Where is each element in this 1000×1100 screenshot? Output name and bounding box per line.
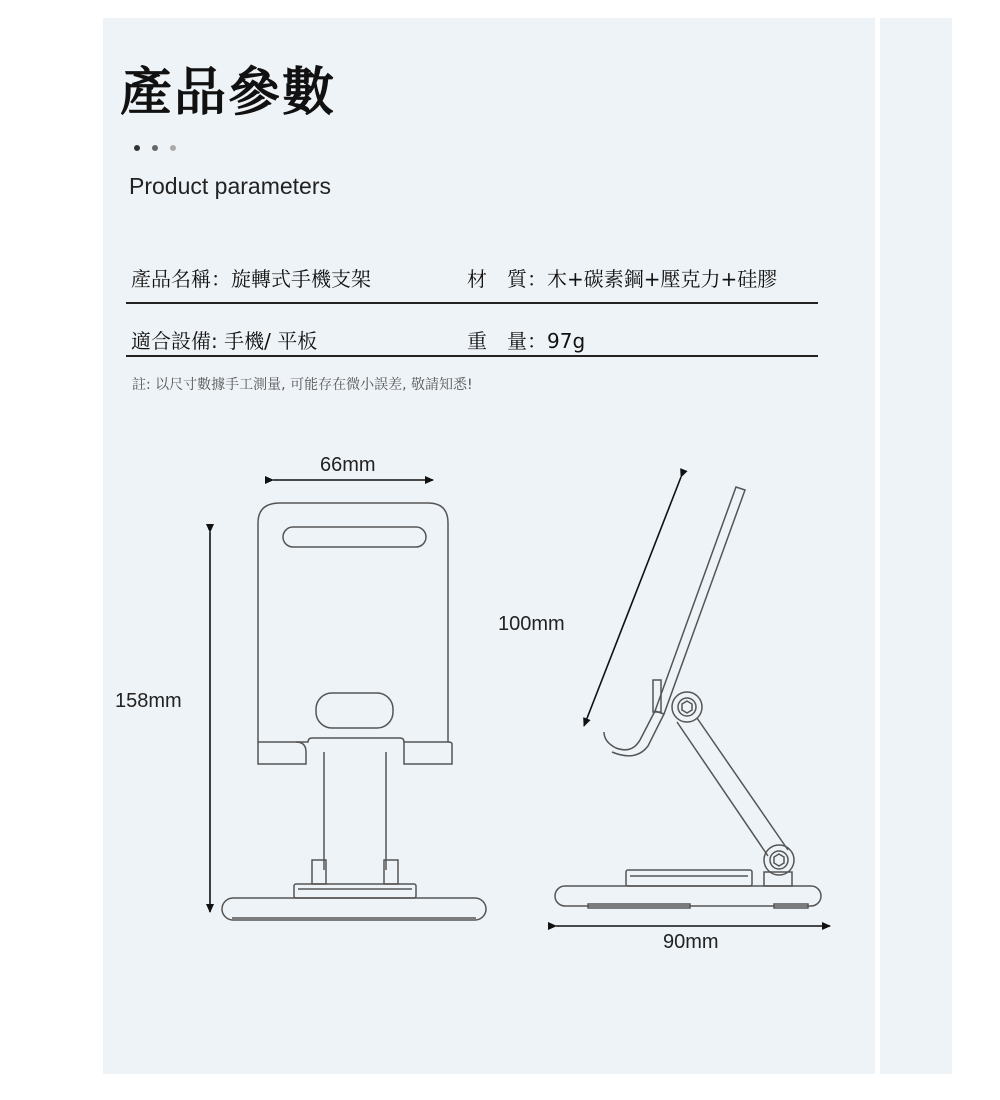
arm-length-dimension-label: 100mm bbox=[498, 613, 565, 635]
weight-value: 97g bbox=[547, 329, 586, 353]
material-label: 材 質： bbox=[467, 267, 547, 291]
base-width-dimension-label: 90mm bbox=[663, 931, 719, 953]
device-value: 手機/ 平板 bbox=[224, 329, 318, 353]
weight-label: 重 量： bbox=[467, 329, 547, 353]
height-dimension-label: 158mm bbox=[115, 690, 182, 712]
page-subtitle: Product parameters bbox=[129, 173, 331, 199]
arm-length-arrow bbox=[584, 477, 681, 726]
measurement-note: 註: 以尺寸數據手工測量, 可能存在微小誤差, 敬請知悉! bbox=[132, 377, 473, 393]
dimension-arrows bbox=[210, 477, 830, 926]
material-value: 木+碳素鋼+壓克力+硅膠 bbox=[547, 267, 778, 291]
width-dimension-label: 66mm bbox=[320, 454, 376, 476]
product-name-label: 產品名稱： bbox=[131, 267, 231, 291]
product-name-value: 旋轉式手機支架 bbox=[231, 267, 371, 291]
page-title: 產品參數 bbox=[120, 63, 337, 123]
front-view-drawing bbox=[222, 503, 486, 920]
device-label: 適合設備: bbox=[131, 329, 218, 353]
